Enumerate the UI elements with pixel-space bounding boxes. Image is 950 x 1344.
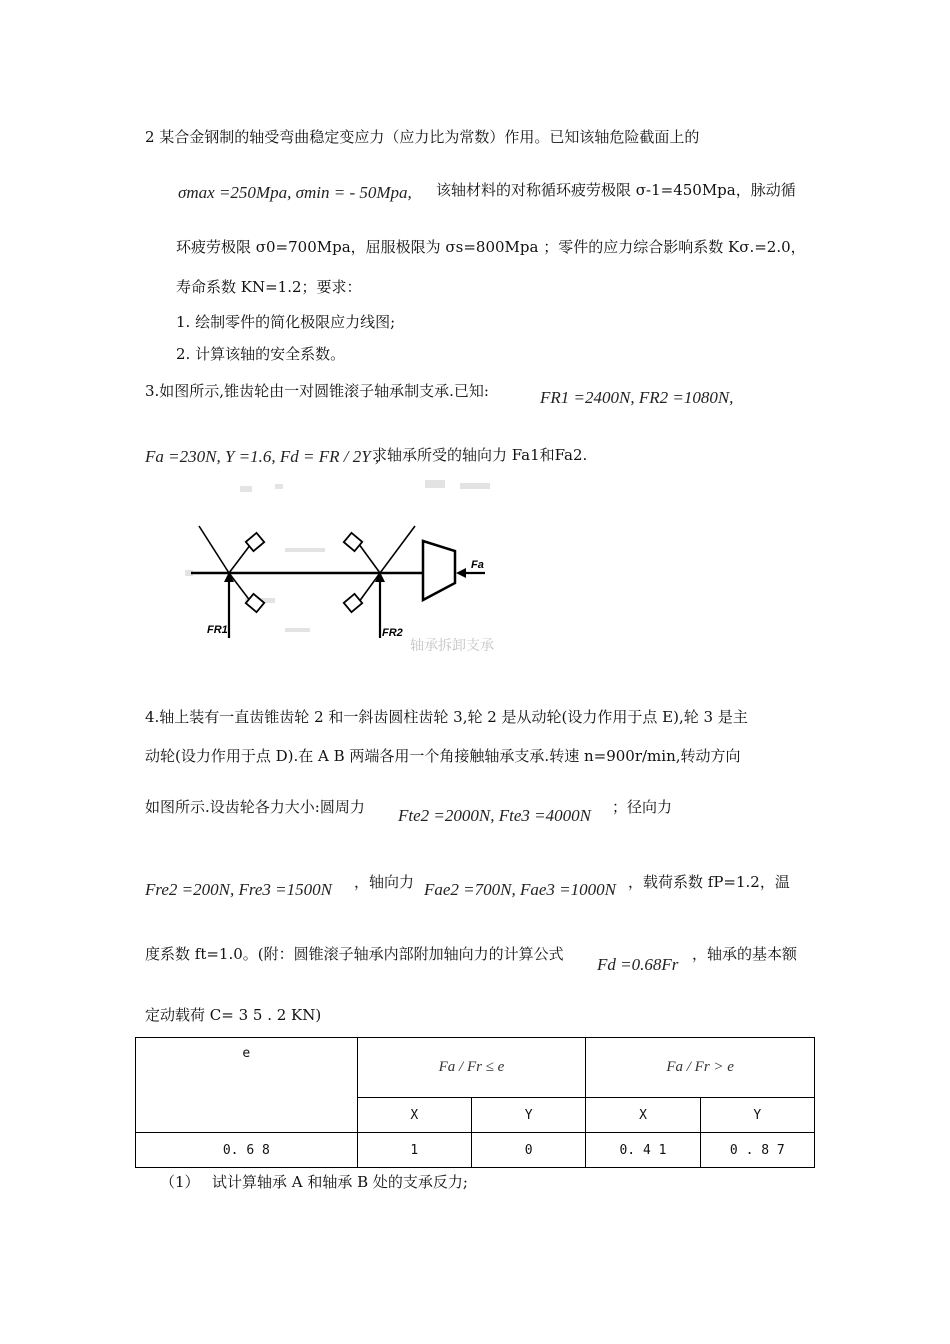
- table-x1-value: 1: [357, 1133, 471, 1168]
- label-fa: Fa: [471, 559, 484, 571]
- q4-line6: 定动载荷 C= 3 5 . 2 KN): [145, 1006, 322, 1024]
- q4-axial-forces: Fae2 =700N, Fae3 =1000N: [424, 880, 616, 899]
- q4-radial-label: ；径向力: [612, 798, 673, 816]
- q4-sub1-text: 试计算轴承 A 和轴承 B 处的支承反力;: [212, 1173, 468, 1191]
- table-e-header: e: [136, 1038, 358, 1133]
- faint-label: 轴承拆卸支承: [410, 637, 494, 653]
- q3-params: Fa =230N, Y =1.6, Fd = FR / 2Y ,: [145, 447, 380, 466]
- table-cond-le: Fa / Fr ≤ e: [357, 1038, 586, 1098]
- q4-fd-formula: Fd =0.68Fr: [597, 955, 679, 974]
- table-y2-value: 0 . 8 7: [700, 1133, 814, 1168]
- q4-axial-label: ，轴向力: [354, 873, 415, 891]
- table-x-header-1: X: [357, 1098, 471, 1133]
- q4-sub1-number: （1）: [160, 1173, 200, 1191]
- table-y-header-2: Y: [700, 1098, 814, 1133]
- table-x-header-2: X: [586, 1098, 700, 1133]
- q3-line1: 3.如图所示,锥齿轮由一对圆锥滚子轴承制支承.已知:: [145, 382, 489, 400]
- label-fr2: FR2: [382, 627, 403, 639]
- table-y1-value: 0: [471, 1133, 585, 1168]
- q4-tangential-forces: Fte2 =2000N, Fte3 =4000N: [398, 806, 591, 825]
- q2-req2: 2. 计算该轴的安全系数。: [176, 345, 346, 363]
- table-y-header-1: Y: [471, 1098, 585, 1133]
- q2-line4: 寿命系数 KN=1.2；要求：: [176, 278, 362, 296]
- q4-coefficients: ，载荷系数 fP=1.2，温: [628, 873, 790, 891]
- bearing-shaft-figure: [185, 478, 560, 670]
- q4-radial-forces: Fre2 =200N, Fre3 =1500N: [145, 880, 332, 899]
- coefficient-table: [135, 1037, 815, 1168]
- q3-line2: 求轴承所受的轴向力 Fa1和Fa2.: [372, 446, 588, 464]
- q4-line5-end: ，轴承的基本额: [692, 945, 798, 963]
- q4-line3: 如图所示.设齿轮各力大小:圆周力: [145, 798, 365, 816]
- table-cond-gt: Fa / Fr > e: [586, 1038, 815, 1098]
- q2-line1: 2 某合金钢制的轴受弯曲稳定变应力（应力比为常数）作用。已知该轴危险截面上的: [145, 128, 700, 146]
- q2-sigma-formula: σmax =250Mpa, σmin = - 50Mpa,: [178, 183, 412, 202]
- q4-line2: 动轮(设力作用于点 D).在 A B 两端各用一个角接触轴承支承.转速 n=900r/min,转动方向: [145, 747, 741, 765]
- q2-line3: 环疲劳极限 σ0=700Mpa，屈服极限为 σs=800Mpa ；零件的应力综合影响系数 Kσ.=2.0，: [176, 238, 806, 256]
- q2-req1: 1. 绘制零件的简化极限应力线图;: [176, 313, 396, 331]
- table-x2-value: 0. 4 1: [586, 1133, 700, 1168]
- label-fr1: FR1: [207, 624, 228, 636]
- q3-forces: FR1 =2400N, FR2 =1080N,: [540, 388, 734, 407]
- q4-line1: 4.轴上装有一直齿锥齿轮 2 和一斜齿圆柱齿轮 3,轮 2 是从动轮(设力作用于点 E),轮 3 是主: [145, 708, 748, 726]
- q4-line5: 度系数 ft=1.0。(附：圆锥滚子轴承内部附加轴向力的计算公式: [145, 945, 564, 963]
- table-e-value: 0. 6 8: [136, 1133, 358, 1168]
- q2-line2: 该轴材料的对称循环疲劳极限 σ-1=450Mpa，脉动循: [436, 181, 796, 199]
